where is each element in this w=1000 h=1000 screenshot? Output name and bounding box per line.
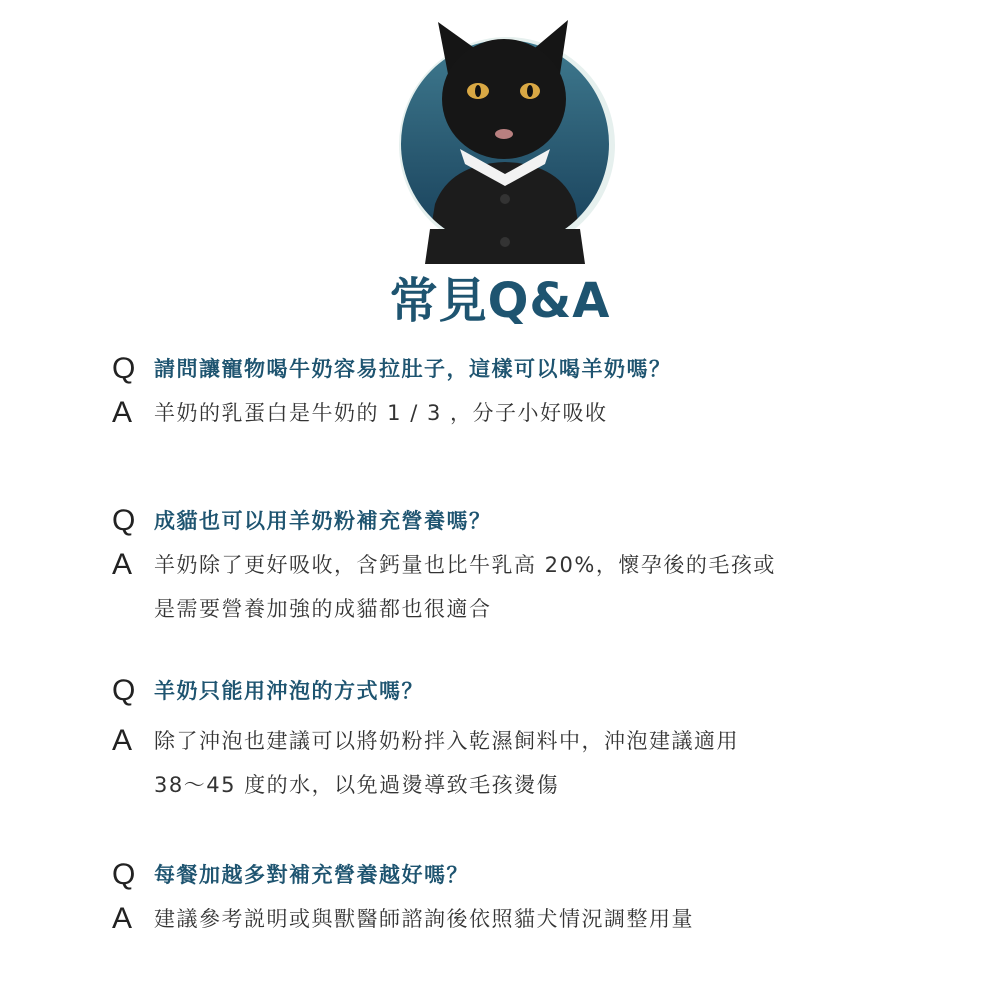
faq-question-1 [112, 354, 672, 384]
faq-answer-2 [112, 550, 776, 631]
faq-answer-4 [112, 904, 694, 941]
cat-avatar-image [380, 14, 630, 264]
faq-question-4 [112, 860, 469, 890]
question-text: 每餐加越多對補充營養越好嗎？ [154, 863, 469, 887]
q-marker: Q [112, 504, 136, 537]
answer-line: 除了沖泡也建議可以將奶粉拌入乾濕飼料中，沖泡建議適用 [154, 729, 739, 753]
answer-line: 羊奶除了更好吸收，含鈣量也比牛乳高 20%，懷孕後的毛孩或 [154, 553, 776, 577]
q-marker: Q [112, 352, 136, 385]
question-text: 成貓也可以用羊奶粉補充營養嗎？ [154, 509, 492, 533]
faq-answer-3 [112, 726, 739, 807]
answer-line: 羊奶的乳蛋白是牛奶的 1 / 3 ，分子小好吸收 [154, 401, 608, 425]
a-marker: A [112, 396, 133, 429]
page-title: 常見Q&A [389, 273, 611, 329]
q-marker: Q [112, 858, 136, 891]
answer-line: 建議參考説明或與獸醫師諮詢後依照貓犬情況調整用量 [154, 907, 694, 931]
faq-answer-1 [112, 398, 608, 435]
a-marker: A [112, 902, 133, 935]
question-text: 請問讓寵物喝牛奶容易拉肚子，這樣可以喝羊奶嗎？ [154, 357, 672, 381]
a-marker: A [112, 548, 133, 581]
q-marker: Q [112, 674, 136, 707]
answer-line: 38～45 度的水，以免過燙導致毛孩燙傷 [154, 773, 560, 797]
answer-line: 是需要營養加強的成貓都也很適合 [154, 597, 492, 621]
faq-question-3 [112, 676, 424, 706]
faq-question-2 [112, 506, 492, 536]
a-marker: A [112, 724, 133, 757]
question-text: 羊奶只能用沖泡的方式嗎？ [154, 679, 424, 703]
